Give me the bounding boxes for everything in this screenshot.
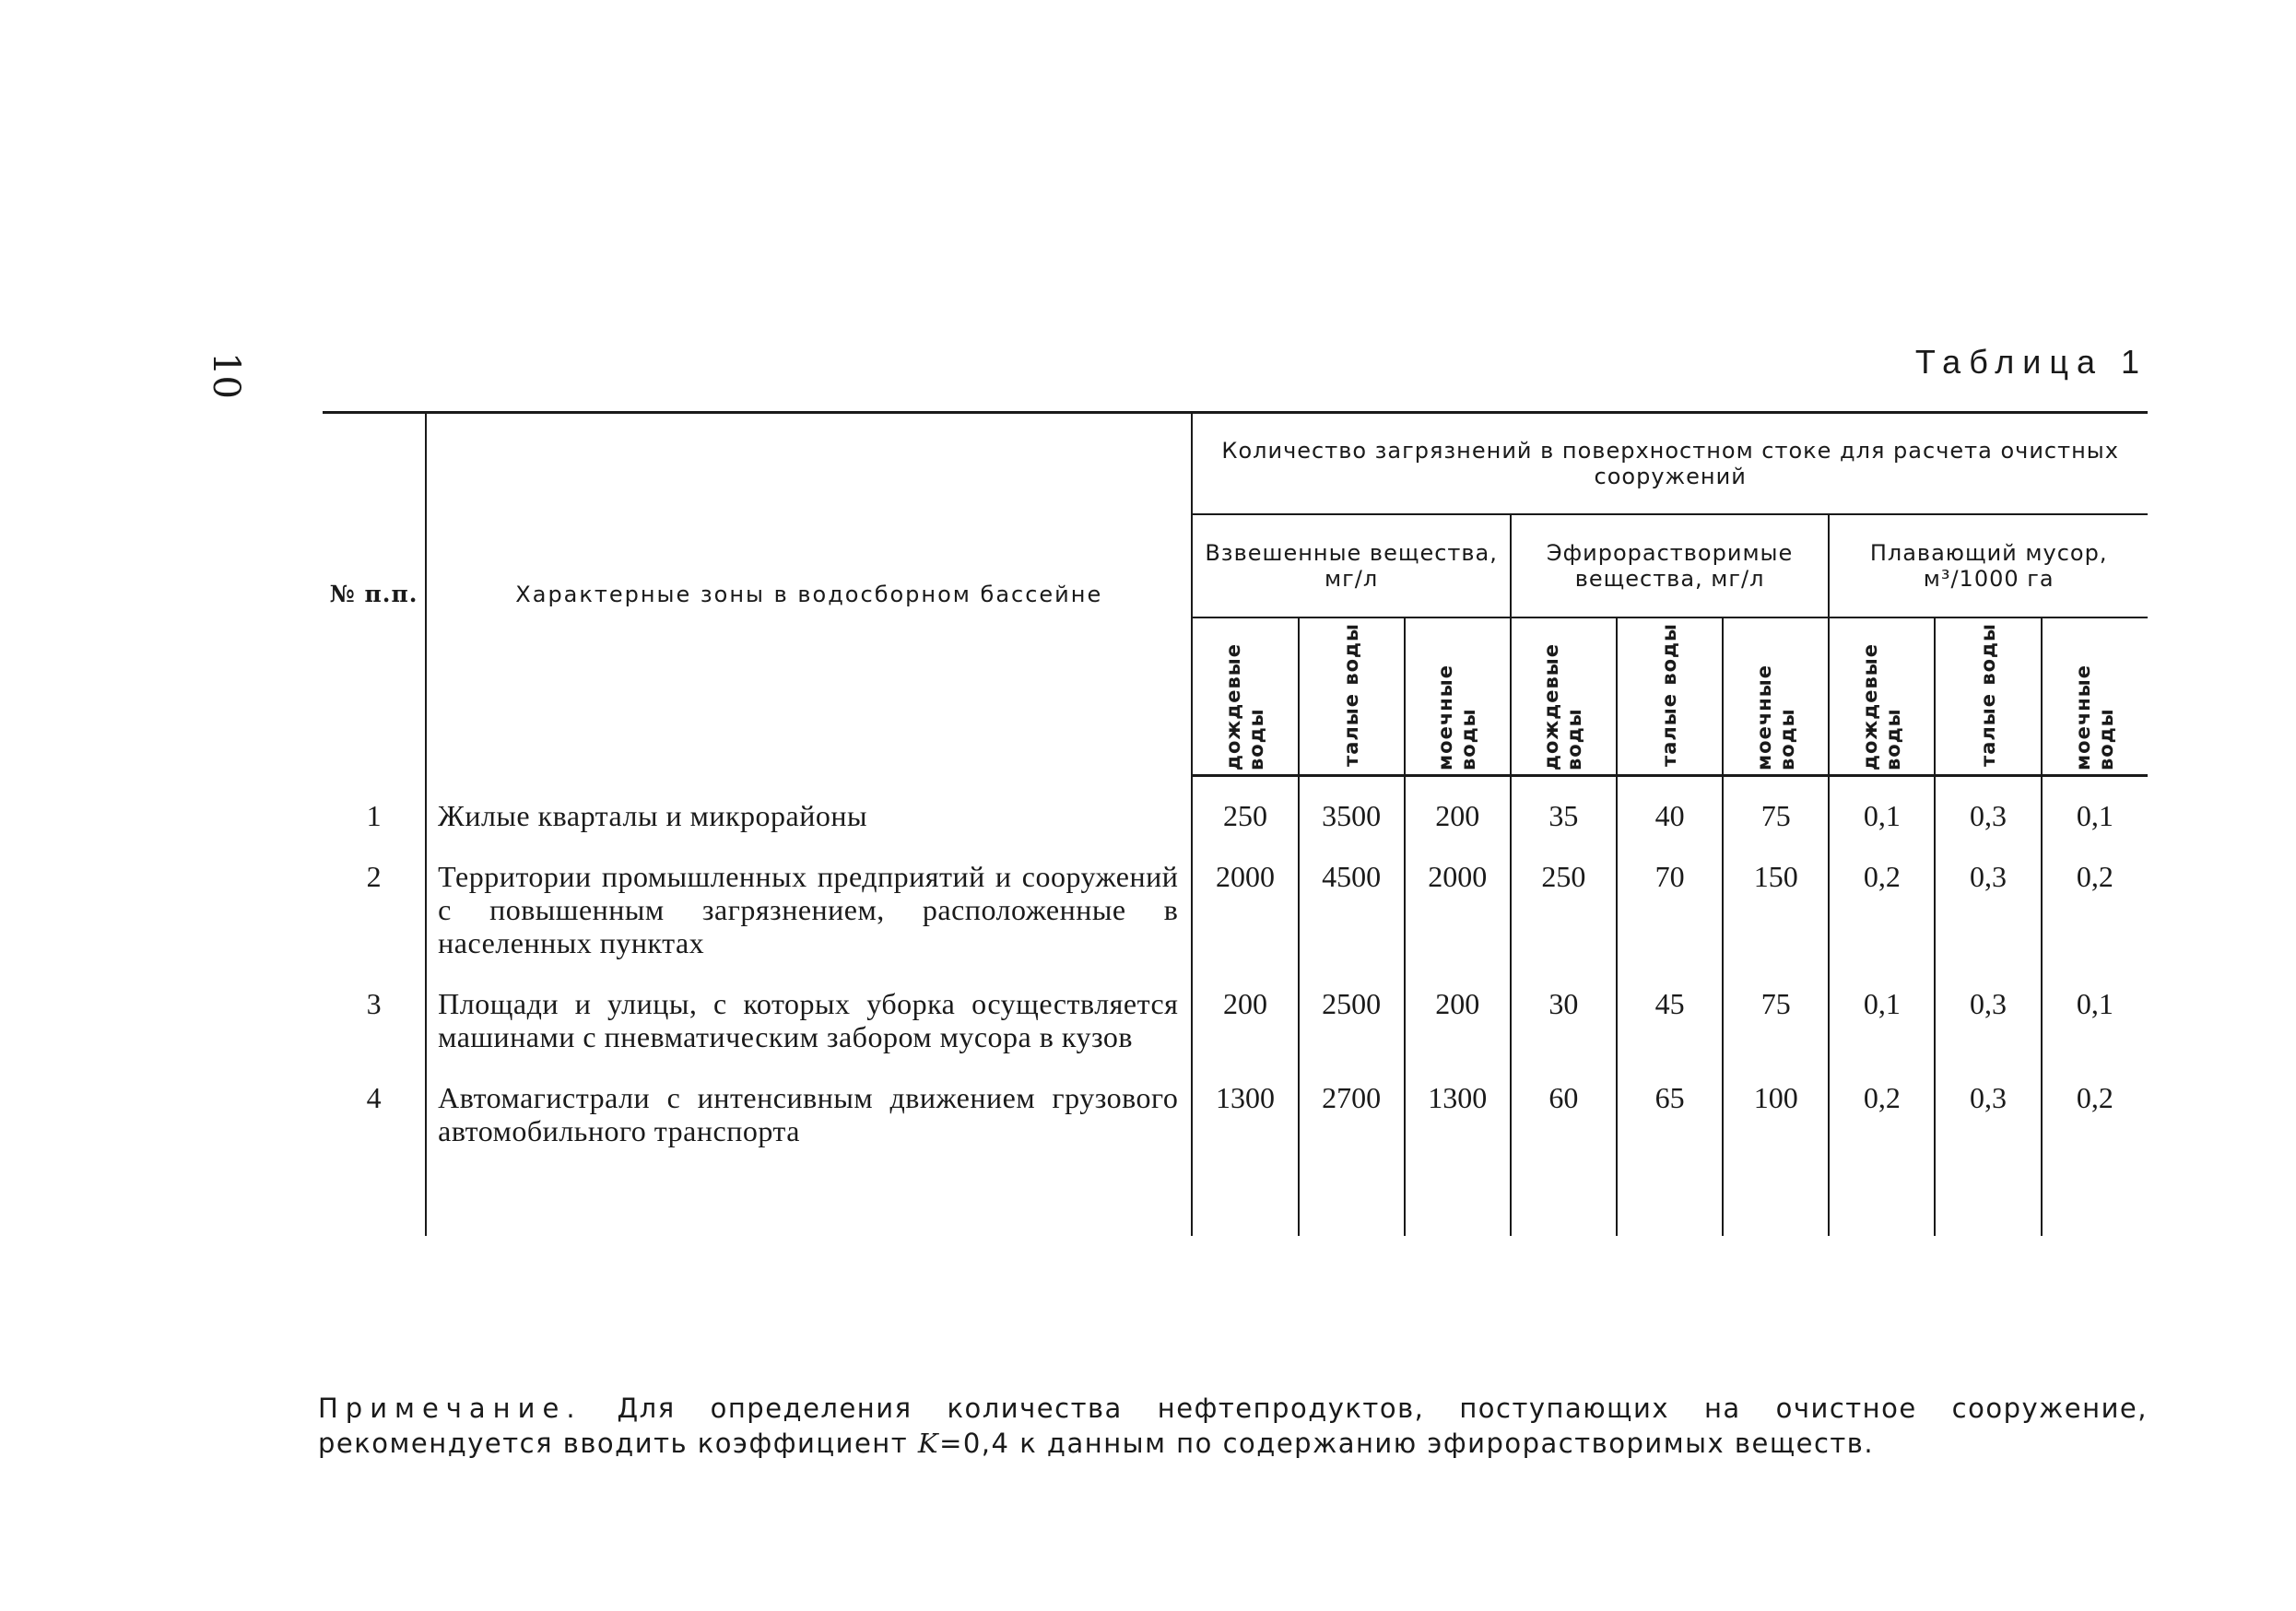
table-title: Таблица 1 <box>1914 343 2148 381</box>
page-number: 10 <box>205 352 247 399</box>
value-cell: 250 <box>1192 795 1298 856</box>
row-number: 1 <box>366 799 382 832</box>
row-number: 2 <box>366 860 382 893</box>
subheader: талые воды <box>1976 622 1999 767</box>
header-zone: Характерные зоны в водосборном бассейне <box>426 413 1192 776</box>
table-row <box>323 983 2148 1077</box>
table-row <box>323 795 2148 856</box>
subheader: талые воды <box>1658 622 1681 767</box>
value-cell: 200 <box>1192 983 1298 1077</box>
value-cell: 0,3 <box>1935 1077 2041 1171</box>
header-group-debris: Плавающий мусор, м³/1000 га <box>1829 514 2148 617</box>
value-cell: 0,3 <box>1935 983 2041 1077</box>
value-cell: 200 <box>1405 983 1511 1077</box>
table-note <box>318 1391 2148 1461</box>
value-cell: 40 <box>1617 795 1723 856</box>
value-cell: 100 <box>1723 1077 1829 1171</box>
value-cell: 4500 <box>1299 856 1405 983</box>
subheader: дождевые воды <box>1858 642 1904 770</box>
subheader: моечные воды <box>1752 664 1798 770</box>
value-cell: 2500 <box>1299 983 1405 1077</box>
pollution-table <box>323 411 2148 1236</box>
header-num: № п.п. <box>323 413 426 776</box>
value-cell: 2000 <box>1405 856 1511 983</box>
value-cell: 0,1 <box>2042 795 2148 856</box>
row-zone: Территории промышленных предприятий и сооружений с повышенным загрязнением, расположенные в населенных пунктах <box>426 856 1192 983</box>
value-cell: 0,1 <box>1829 983 1935 1077</box>
subheader: талые воды <box>1339 622 1362 767</box>
value-cell: 0,2 <box>1829 856 1935 983</box>
note-title: Примечание. <box>318 1393 583 1424</box>
note-coefficient: K <box>917 1428 940 1459</box>
value-cell: 0,1 <box>1829 795 1935 856</box>
value-cell: 75 <box>1723 795 1829 856</box>
row-number: 3 <box>366 987 382 1020</box>
header-group-ether: Эфирорастворимые вещества, мг/л <box>1511 514 1829 617</box>
value-cell: 2000 <box>1192 856 1298 983</box>
row-zone: Площади и улицы, с которых уборка осуществляется машинами с пневматическим забором мусора в кузов <box>426 983 1192 1077</box>
value-cell: 75 <box>1723 983 1829 1077</box>
table-row <box>323 856 2148 983</box>
value-cell: 3500 <box>1299 795 1405 856</box>
note-text-end: =0,4 к данным по содержанию эфирорастворимых веществ. <box>939 1428 1875 1459</box>
header-group-suspended: Взвешенные вещества, мг/л <box>1192 514 1510 617</box>
value-cell: 65 <box>1617 1077 1723 1171</box>
value-cell: 70 <box>1617 856 1723 983</box>
row-number: 4 <box>366 1081 382 1114</box>
subheader: дождевые воды <box>1540 642 1586 770</box>
value-cell: 60 <box>1511 1077 1617 1171</box>
value-cell: 1300 <box>1405 1077 1511 1171</box>
note-text: Для определения количества нефтепродуктов, поступающих на очистное сооружение, рекомендуется вводить коэффициент <box>318 1393 2148 1459</box>
value-cell: 2700 <box>1299 1077 1405 1171</box>
subheader: дождевые воды <box>1221 642 1267 770</box>
value-cell: 0,1 <box>2042 983 2148 1077</box>
row-zone: Жилые кварталы и микрорайоны <box>426 795 1192 856</box>
header-group-main: Количество загрязнений в поверхностном стоке для расчета очистных сооружений <box>1192 413 2148 515</box>
value-cell: 200 <box>1405 795 1511 856</box>
value-cell: 250 <box>1511 856 1617 983</box>
value-cell: 0,2 <box>2042 1077 2148 1171</box>
value-cell: 0,3 <box>1935 795 2041 856</box>
row-zone: Автомагистрали с интенсивным движением грузового автомобильного транспорта <box>426 1077 1192 1171</box>
subheader: моечные воды <box>1434 664 1480 770</box>
value-cell: 0,2 <box>2042 856 2148 983</box>
value-cell: 150 <box>1723 856 1829 983</box>
value-cell: 1300 <box>1192 1077 1298 1171</box>
subheader: моечные воды <box>2071 664 2117 770</box>
value-cell: 0,3 <box>1935 856 2041 983</box>
table-row <box>323 1077 2148 1171</box>
value-cell: 0,2 <box>1829 1077 1935 1171</box>
value-cell: 30 <box>1511 983 1617 1077</box>
value-cell: 45 <box>1617 983 1723 1077</box>
value-cell: 35 <box>1511 795 1617 856</box>
